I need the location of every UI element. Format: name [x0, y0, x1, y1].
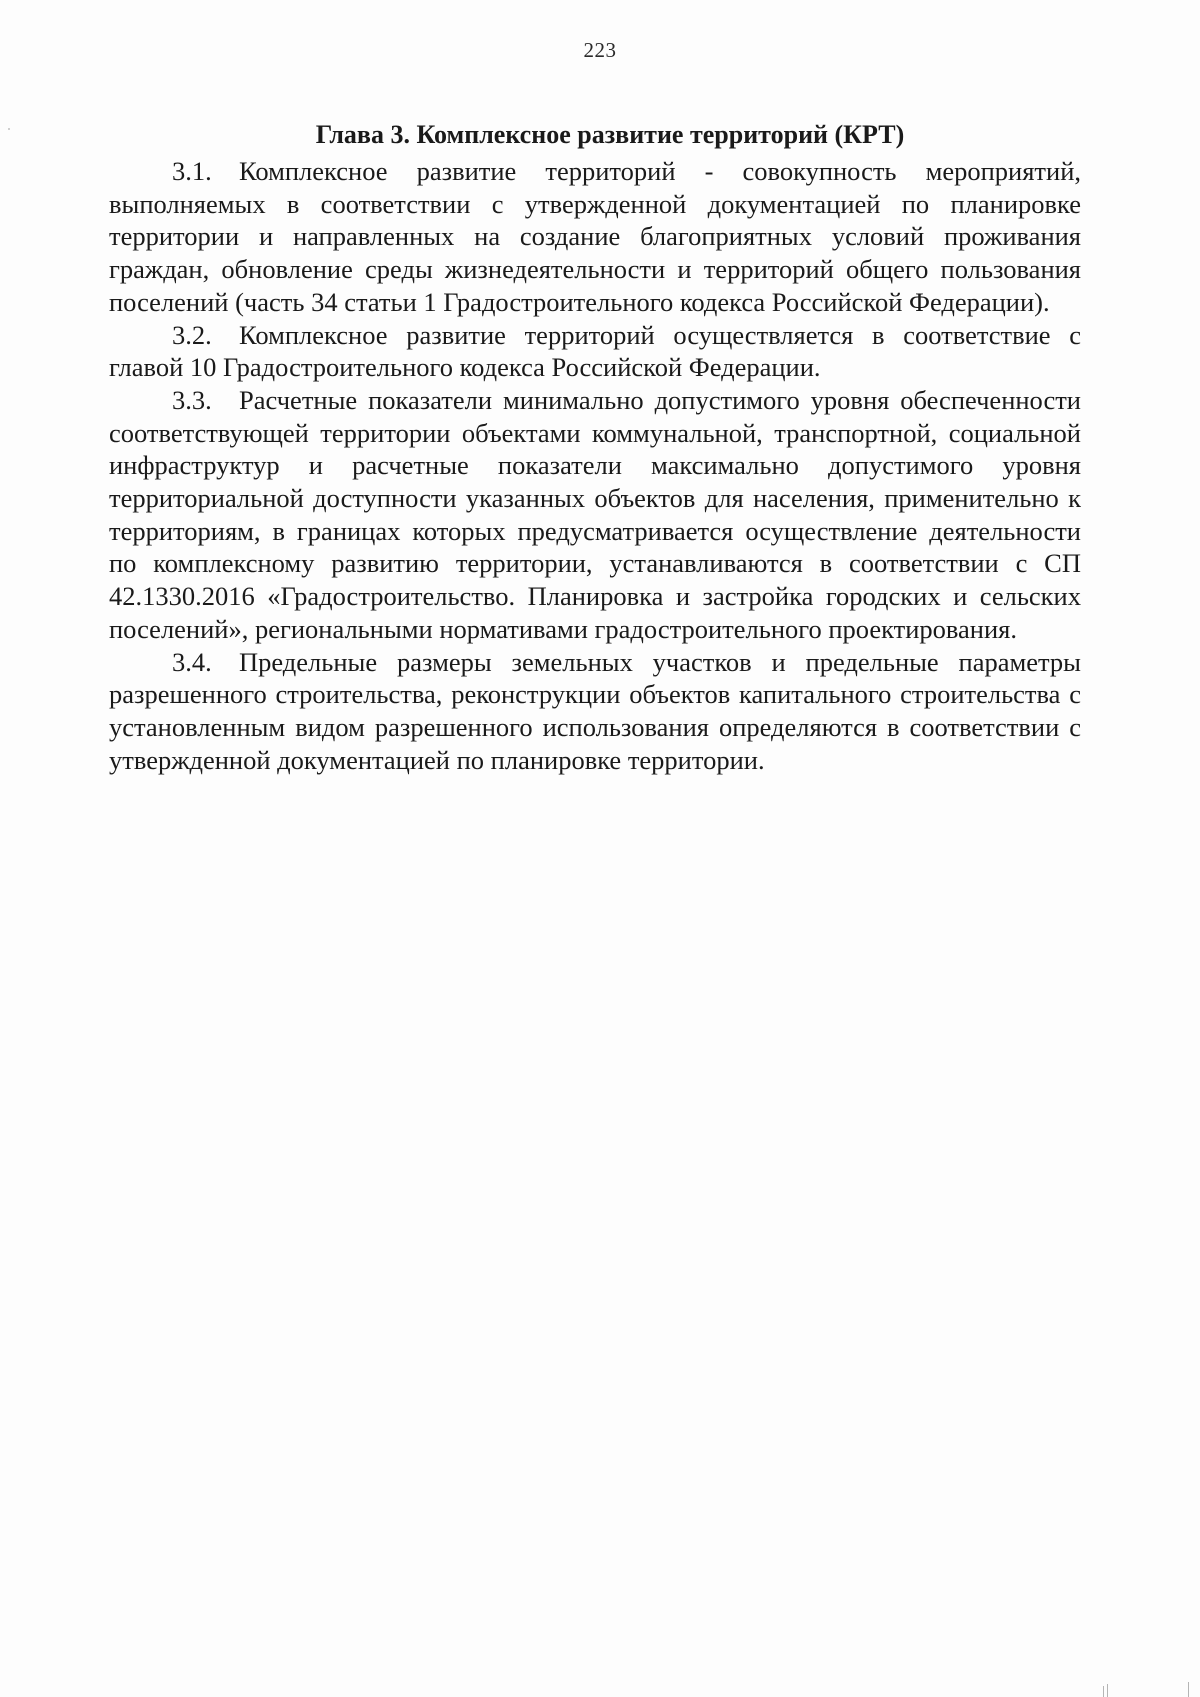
- paragraph-3-1: [109, 155, 1081, 319]
- scan-artifact: [1103, 1686, 1104, 1697]
- paragraph-text: Комплексное развитие территорий осуществляется в соответствие с главой 10 Градостроительного кодекса Российской Федерации.: [109, 319, 1081, 383]
- paragraph-text: Предельные размеры земельных участков и предельные параметры разрешенного строительства, реконструкции объектов капитального строительства с установленным видом разрешенного использования определяются в соответствии с утвержденной документацией по планировке территории.: [109, 646, 1081, 775]
- scan-artifact: [1107, 1684, 1108, 1697]
- paragraph-number: 3.4.: [172, 646, 212, 677]
- paragraph-text: Комплексное развитие территорий - совокупность мероприятий, выполняемых в соответствии с утвержденной документацией по планировке территории и направленных на создание благоприятных условий проживания граждан, обновление среды жизнедеятельности и территорий общего пользования поселений (часть 34 статьи 1 Градостроительного кодекса Российской Федерации).: [109, 156, 1081, 317]
- chapter-content: [109, 118, 1081, 776]
- paragraph-number: 3.2.: [172, 319, 212, 350]
- scan-artifact: [8, 128, 10, 130]
- paragraph-3-4: [109, 646, 1081, 777]
- page-number: 223: [583, 38, 617, 62]
- paragraph-number: 3.3.: [172, 384, 212, 415]
- paragraph-text: Расчетные показатели минимально допустимого уровня обеспеченности соответствующей территории объектами коммунальной, транспортной, социальной инфраструктур и расчетные показатели максимально допустимого уровня территориальной доступности указанных объектов для населения, применительно к территориям, в границах которых предусматривается осуществление деятельности по комплексному развитию территории, устанавливаются в соответствии с СП 42.1330.2016 «Градостроительство. Планировка и застройка городских и сельских поселений», региональными нормативами градостроительного проектирования.: [109, 384, 1081, 644]
- scan-artifact: [1188, 1682, 1189, 1697]
- paragraph-3-3: [109, 384, 1081, 646]
- chapter-title: Глава 3. Комплексное развитие территорий (КРТ): [315, 120, 905, 149]
- paragraph-number: 3.1.: [172, 156, 212, 186]
- paragraph-3-2: [109, 319, 1081, 384]
